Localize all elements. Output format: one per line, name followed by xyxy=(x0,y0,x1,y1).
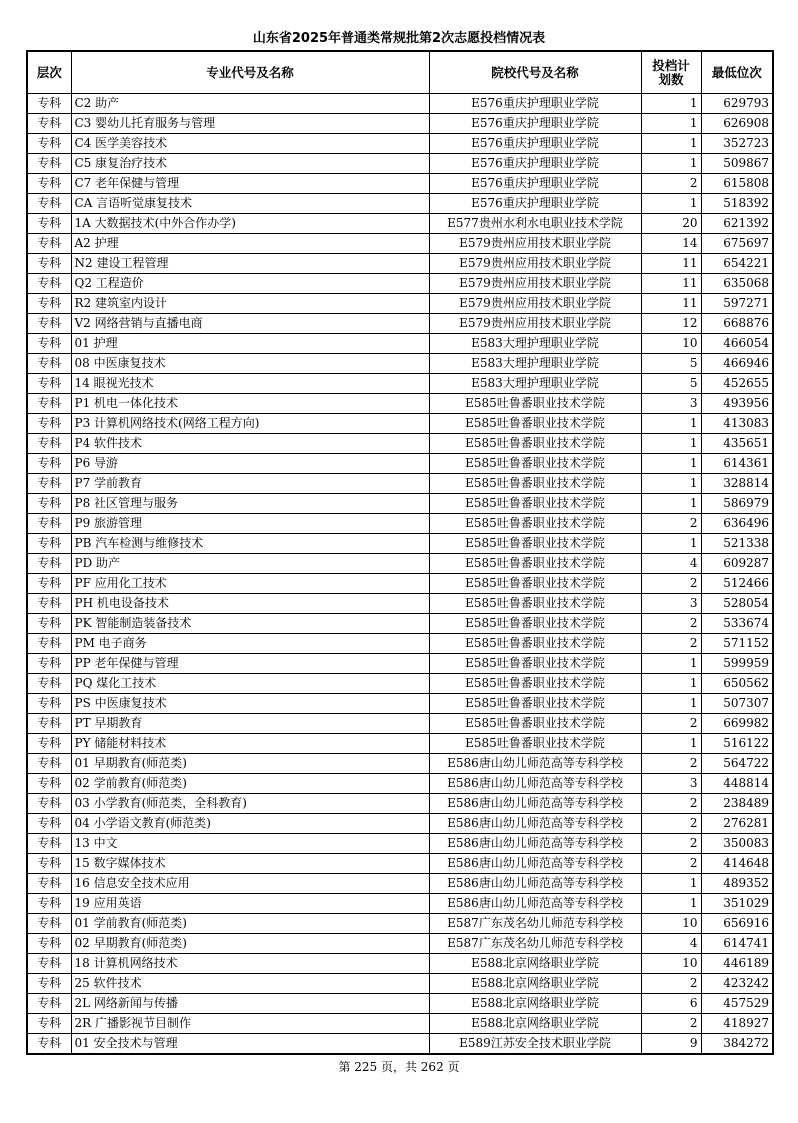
cell-school: E576重庆护理职业学院 xyxy=(429,94,641,114)
cell-major: P8 社区管理与服务 xyxy=(71,494,429,514)
table-row xyxy=(27,114,773,134)
cell-quota: 10 xyxy=(641,954,701,974)
cell-school: E585吐鲁番职业技术学院 xyxy=(429,434,641,454)
table-row xyxy=(27,234,773,254)
cell-rank: 276281 xyxy=(701,814,773,834)
cell-school: E586唐山幼儿师范高等专科学校 xyxy=(429,894,641,914)
cell-school: E585吐鲁番职业技术学院 xyxy=(429,694,641,714)
table-row xyxy=(27,334,773,354)
cell-major: 01 早期教育(师范类) xyxy=(71,754,429,774)
cell-rank: 352723 xyxy=(701,134,773,154)
cell-level: 专科 xyxy=(27,154,71,174)
cell-major: PM 电子商务 xyxy=(71,634,429,654)
table-row xyxy=(27,134,773,154)
table-body xyxy=(27,94,773,1055)
cell-school: E586唐山幼儿师范高等专科学校 xyxy=(429,754,641,774)
cell-major: C4 医学美容技术 xyxy=(71,134,429,154)
cell-quota: 5 xyxy=(641,354,701,374)
table-row xyxy=(27,1034,773,1055)
cell-quota: 3 xyxy=(641,594,701,614)
table-row xyxy=(27,614,773,634)
cell-quota: 1 xyxy=(641,154,701,174)
cell-school: E585吐鲁番职业技术学院 xyxy=(429,634,641,654)
cell-major: C7 老年保健与管理 xyxy=(71,174,429,194)
cell-school: E576重庆护理职业学院 xyxy=(429,134,641,154)
cell-quota: 11 xyxy=(641,294,701,314)
cell-quota: 4 xyxy=(641,554,701,574)
cell-level: 专科 xyxy=(27,354,71,374)
cell-level: 专科 xyxy=(27,654,71,674)
cell-level: 专科 xyxy=(27,374,71,394)
cell-level: 专科 xyxy=(27,414,71,434)
cell-major: PF 应用化工技术 xyxy=(71,574,429,594)
cell-rank: 571152 xyxy=(701,634,773,654)
cell-rank: 675697 xyxy=(701,234,773,254)
cell-school: E585吐鲁番职业技术学院 xyxy=(429,494,641,514)
cell-major: 1A 大数据技术(中外合作办学) xyxy=(71,214,429,234)
cell-major: 18 计算机网络技术 xyxy=(71,954,429,974)
cell-quota: 1 xyxy=(641,694,701,714)
cell-rank: 493956 xyxy=(701,394,773,414)
cell-quota: 3 xyxy=(641,394,701,414)
cell-major: PY 储能材料技术 xyxy=(71,734,429,754)
table-row xyxy=(27,774,773,794)
cell-level: 专科 xyxy=(27,94,71,114)
header-rank: 最低位次 xyxy=(701,51,773,94)
table-row xyxy=(27,274,773,294)
cell-school: E589江苏安全技术职业学院 xyxy=(429,1034,641,1055)
cell-school: E585吐鲁番职业技术学院 xyxy=(429,414,641,434)
cell-major: V2 网络营销与直播电商 xyxy=(71,314,429,334)
cell-rank: 418927 xyxy=(701,1014,773,1034)
cell-rank: 654221 xyxy=(701,254,773,274)
table-row xyxy=(27,674,773,694)
cell-level: 专科 xyxy=(27,614,71,634)
document-title: 山东省2025年普通类常规批第2次志愿投档情况表 xyxy=(252,31,546,46)
cell-school: E577贵州水利水电职业技术学院 xyxy=(429,214,641,234)
cell-quota: 1 xyxy=(641,114,701,134)
cell-level: 专科 xyxy=(27,174,71,194)
cell-quota: 2 xyxy=(641,814,701,834)
cell-quota: 2 xyxy=(641,754,701,774)
table-row xyxy=(27,354,773,374)
header-quota xyxy=(641,51,701,94)
table-row xyxy=(27,434,773,454)
cell-quota: 12 xyxy=(641,314,701,334)
table-row xyxy=(27,954,773,974)
cell-major: PT 早期教育 xyxy=(71,714,429,734)
cell-school: E586唐山幼儿师范高等专科学校 xyxy=(429,874,641,894)
cell-level: 专科 xyxy=(27,494,71,514)
header-major: 专业代号及名称 xyxy=(71,51,429,94)
cell-quota: 1 xyxy=(641,94,701,114)
header-level: 层次 xyxy=(27,51,71,94)
cell-major: 02 早期教育(师范类) xyxy=(71,934,429,954)
cell-rank: 528054 xyxy=(701,594,773,614)
table-row xyxy=(27,494,773,514)
cell-quota: 2 xyxy=(641,614,701,634)
cell-level: 专科 xyxy=(27,814,71,834)
cell-school: E585吐鲁番职业技术学院 xyxy=(429,734,641,754)
cell-major: 25 软件技术 xyxy=(71,974,429,994)
cell-quota: 1 xyxy=(641,414,701,434)
cell-major: 19 应用英语 xyxy=(71,894,429,914)
cell-quota: 20 xyxy=(641,214,701,234)
cell-rank: 446189 xyxy=(701,954,773,974)
cell-school: E583大理护理职业学院 xyxy=(429,354,641,374)
cell-level: 专科 xyxy=(27,514,71,534)
cell-quota: 2 xyxy=(641,714,701,734)
cell-major: P1 机电一体化技术 xyxy=(71,394,429,414)
cell-major: 08 中医康复技术 xyxy=(71,354,429,374)
cell-rank: 507307 xyxy=(701,694,773,714)
cell-level: 专科 xyxy=(27,894,71,914)
cell-quota: 2 xyxy=(641,1014,701,1034)
cell-level: 专科 xyxy=(27,634,71,654)
cell-rank: 621392 xyxy=(701,214,773,234)
cell-quota: 2 xyxy=(641,834,701,854)
cell-school: E585吐鲁番职业技术学院 xyxy=(429,554,641,574)
cell-quota: 1 xyxy=(641,654,701,674)
cell-school: E579贵州应用技术职业学院 xyxy=(429,234,641,254)
cell-quota: 1 xyxy=(641,434,701,454)
cell-level: 专科 xyxy=(27,794,71,814)
cell-level: 专科 xyxy=(27,434,71,454)
cell-level: 专科 xyxy=(27,234,71,254)
cell-major: PS 中医康复技术 xyxy=(71,694,429,714)
cell-level: 专科 xyxy=(27,574,71,594)
cell-major: PB 汽车检测与维修技术 xyxy=(71,534,429,554)
cell-level: 专科 xyxy=(27,734,71,754)
table-row xyxy=(27,914,773,934)
cell-rank: 629793 xyxy=(701,94,773,114)
cell-rank: 586979 xyxy=(701,494,773,514)
cell-level: 专科 xyxy=(27,474,71,494)
cell-school: E588北京网络职业学院 xyxy=(429,954,641,974)
cell-school: E588北京网络职业学院 xyxy=(429,994,641,1014)
table-row xyxy=(27,474,773,494)
cell-quota: 2 xyxy=(641,574,701,594)
cell-major: P4 软件技术 xyxy=(71,434,429,454)
cell-school: E587广东茂名幼儿师范专科学校 xyxy=(429,914,641,934)
cell-major: 01 护理 xyxy=(71,334,429,354)
cell-major: 14 眼视光技术 xyxy=(71,374,429,394)
cell-level: 专科 xyxy=(27,674,71,694)
table-row xyxy=(27,754,773,774)
table-row xyxy=(27,454,773,474)
cell-rank: 599959 xyxy=(701,654,773,674)
cell-major: 13 中文 xyxy=(71,834,429,854)
cell-level: 专科 xyxy=(27,294,71,314)
cell-quota: 10 xyxy=(641,914,701,934)
cell-rank: 669982 xyxy=(701,714,773,734)
cell-quota: 2 xyxy=(641,634,701,654)
cell-school: E588北京网络职业学院 xyxy=(429,974,641,994)
cell-school: E583大理护理职业学院 xyxy=(429,334,641,354)
cell-level: 专科 xyxy=(27,1034,71,1055)
cell-major: 15 数字媒体技术 xyxy=(71,854,429,874)
table-row xyxy=(27,654,773,674)
cell-major: PD 助产 xyxy=(71,554,429,574)
cell-quota: 2 xyxy=(641,974,701,994)
cell-quota: 1 xyxy=(641,474,701,494)
cell-level: 专科 xyxy=(27,1014,71,1034)
cell-quota: 1 xyxy=(641,454,701,474)
cell-major: 04 小学语文教育(师范类) xyxy=(71,814,429,834)
cell-school: E579贵州应用技术职业学院 xyxy=(429,314,641,334)
header-quota-text: 投档计划数 xyxy=(652,57,690,87)
cell-level: 专科 xyxy=(27,854,71,874)
cell-major: PP 老年保健与管理 xyxy=(71,654,429,674)
cell-quota: 14 xyxy=(641,234,701,254)
cell-major: 2R 广播影视节目制作 xyxy=(71,1014,429,1034)
cell-school: E576重庆护理职业学院 xyxy=(429,114,641,134)
cell-major: P9 旅游管理 xyxy=(71,514,429,534)
cell-major: PH 机电设备技术 xyxy=(71,594,429,614)
cell-rank: 635068 xyxy=(701,274,773,294)
table-row xyxy=(27,1014,773,1034)
cell-school: E585吐鲁番职业技术学院 xyxy=(429,714,641,734)
cell-quota: 1 xyxy=(641,134,701,154)
table-row xyxy=(27,814,773,834)
cell-major: R2 建筑室内设计 xyxy=(71,294,429,314)
table-row xyxy=(27,994,773,1014)
table-row xyxy=(27,974,773,994)
cell-major: C5 康复治疗技术 xyxy=(71,154,429,174)
cell-level: 专科 xyxy=(27,534,71,554)
cell-quota: 1 xyxy=(641,534,701,554)
cell-major: 02 学前教育(师范类) xyxy=(71,774,429,794)
cell-level: 专科 xyxy=(27,194,71,214)
cell-major: P6 导游 xyxy=(71,454,429,474)
cell-rank: 533674 xyxy=(701,614,773,634)
cell-major: CA 言语听觉康复技术 xyxy=(71,194,429,214)
cell-school: E585吐鲁番职业技术学院 xyxy=(429,574,641,594)
table-row xyxy=(27,374,773,394)
cell-school: E579贵州应用技术职业学院 xyxy=(429,254,641,274)
cell-rank: 597271 xyxy=(701,294,773,314)
cell-school: E587广东茂名幼儿师范专科学校 xyxy=(429,934,641,954)
header-school: 院校代号及名称 xyxy=(429,51,641,94)
cell-rank: 351029 xyxy=(701,894,773,914)
cell-level: 专科 xyxy=(27,714,71,734)
cell-school: E586唐山幼儿师范高等专科学校 xyxy=(429,774,641,794)
cell-level: 专科 xyxy=(27,254,71,274)
cell-rank: 509867 xyxy=(701,154,773,174)
cell-school: E576重庆护理职业学院 xyxy=(429,154,641,174)
table-row xyxy=(27,214,773,234)
cell-quota: 3 xyxy=(641,774,701,794)
table-row xyxy=(27,194,773,214)
cell-major: A2 护理 xyxy=(71,234,429,254)
cell-level: 专科 xyxy=(27,214,71,234)
cell-major: 2L 网络新闻与传播 xyxy=(71,994,429,1014)
cell-quota: 10 xyxy=(641,334,701,354)
cell-level: 专科 xyxy=(27,134,71,154)
cell-rank: 328814 xyxy=(701,474,773,494)
cell-major: 01 学前教育(师范类) xyxy=(71,914,429,934)
cell-rank: 448814 xyxy=(701,774,773,794)
table-row xyxy=(27,934,773,954)
cell-major: 03 小学教育(师范类，全科教育) xyxy=(71,794,429,814)
cell-major: Q2 工程造价 xyxy=(71,274,429,294)
table-row xyxy=(27,254,773,274)
cell-quota: 1 xyxy=(641,894,701,914)
admission-table xyxy=(26,50,774,1055)
cell-level: 专科 xyxy=(27,554,71,574)
table-row xyxy=(27,154,773,174)
cell-quota: 1 xyxy=(641,494,701,514)
cell-quota: 1 xyxy=(641,194,701,214)
cell-school: E576重庆护理职业学院 xyxy=(429,194,641,214)
cell-rank: 614741 xyxy=(701,934,773,954)
cell-level: 专科 xyxy=(27,914,71,934)
table-row xyxy=(27,534,773,554)
cell-rank: 384272 xyxy=(701,1034,773,1055)
table-row xyxy=(27,714,773,734)
cell-quota: 5 xyxy=(641,374,701,394)
cell-rank: 457529 xyxy=(701,994,773,1014)
cell-rank: 238489 xyxy=(701,794,773,814)
cell-major: C3 婴幼儿托育服务与管理 xyxy=(71,114,429,134)
table-row xyxy=(27,874,773,894)
table-row xyxy=(27,294,773,314)
cell-school: E586唐山幼儿师范高等专科学校 xyxy=(429,814,641,834)
cell-quota: 4 xyxy=(641,934,701,954)
table-row xyxy=(27,734,773,754)
table-row xyxy=(27,394,773,414)
cell-rank: 614361 xyxy=(701,454,773,474)
cell-major: PK 智能制造装备技术 xyxy=(71,614,429,634)
cell-rank: 350083 xyxy=(701,834,773,854)
cell-school: E585吐鲁番职业技术学院 xyxy=(429,474,641,494)
cell-rank: 615808 xyxy=(701,174,773,194)
cell-quota: 9 xyxy=(641,1034,701,1055)
cell-level: 专科 xyxy=(27,874,71,894)
cell-level: 专科 xyxy=(27,334,71,354)
cell-school: E585吐鲁番职业技术学院 xyxy=(429,654,641,674)
cell-school: E586唐山幼儿师范高等专科学校 xyxy=(429,854,641,874)
cell-rank: 516122 xyxy=(701,734,773,754)
cell-quota: 2 xyxy=(641,514,701,534)
cell-major: C2 助产 xyxy=(71,94,429,114)
cell-level: 专科 xyxy=(27,954,71,974)
cell-level: 专科 xyxy=(27,394,71,414)
cell-level: 专科 xyxy=(27,314,71,334)
cell-rank: 413083 xyxy=(701,414,773,434)
cell-school: E585吐鲁番职业技术学院 xyxy=(429,394,641,414)
cell-quota: 1 xyxy=(641,674,701,694)
cell-quota: 11 xyxy=(641,254,701,274)
cell-school: E579贵州应用技术职业学院 xyxy=(429,274,641,294)
table-row xyxy=(27,414,773,434)
cell-level: 专科 xyxy=(27,754,71,774)
cell-rank: 518392 xyxy=(701,194,773,214)
cell-rank: 609287 xyxy=(701,554,773,574)
cell-school: E585吐鲁番职业技术学院 xyxy=(429,594,641,614)
table-header-row xyxy=(27,51,773,94)
cell-major: P7 学前教育 xyxy=(71,474,429,494)
cell-rank: 489352 xyxy=(701,874,773,894)
cell-school: E585吐鲁番职业技术学院 xyxy=(429,534,641,554)
cell-rank: 656916 xyxy=(701,914,773,934)
table-row xyxy=(27,694,773,714)
cell-school: E583大理护理职业学院 xyxy=(429,374,641,394)
cell-school: E588北京网络职业学院 xyxy=(429,1014,641,1034)
table-row xyxy=(27,554,773,574)
cell-level: 专科 xyxy=(27,594,71,614)
cell-rank: 423242 xyxy=(701,974,773,994)
cell-level: 专科 xyxy=(27,274,71,294)
table-row xyxy=(27,854,773,874)
cell-level: 专科 xyxy=(27,934,71,954)
cell-rank: 564722 xyxy=(701,754,773,774)
cell-level: 专科 xyxy=(27,454,71,474)
cell-school: E585吐鲁番职业技术学院 xyxy=(429,614,641,634)
cell-quota: 1 xyxy=(641,734,701,754)
table-row xyxy=(27,894,773,914)
cell-rank: 668876 xyxy=(701,314,773,334)
cell-rank: 626908 xyxy=(701,114,773,134)
cell-rank: 452655 xyxy=(701,374,773,394)
table-row xyxy=(27,834,773,854)
cell-quota: 2 xyxy=(641,794,701,814)
table-row xyxy=(27,174,773,194)
page-footer: 第 225 页，共 262 页 xyxy=(338,1060,460,1074)
cell-school: E585吐鲁番职业技术学院 xyxy=(429,514,641,534)
cell-major: 16 信息安全技术应用 xyxy=(71,874,429,894)
cell-school: E586唐山幼儿师范高等专科学校 xyxy=(429,834,641,854)
cell-level: 专科 xyxy=(27,694,71,714)
cell-major: N2 建设工程管理 xyxy=(71,254,429,274)
cell-level: 专科 xyxy=(27,114,71,134)
cell-school: E576重庆护理职业学院 xyxy=(429,174,641,194)
cell-rank: 435651 xyxy=(701,434,773,454)
cell-major: P3 计算机网络技术(网络工程方向) xyxy=(71,414,429,434)
cell-school: E585吐鲁番职业技术学院 xyxy=(429,674,641,694)
cell-rank: 512466 xyxy=(701,574,773,594)
cell-quota: 2 xyxy=(641,174,701,194)
cell-level: 专科 xyxy=(27,994,71,1014)
cell-major: PQ 煤化工技术 xyxy=(71,674,429,694)
cell-rank: 466946 xyxy=(701,354,773,374)
table-row xyxy=(27,794,773,814)
cell-rank: 636496 xyxy=(701,514,773,534)
table-row xyxy=(27,634,773,654)
cell-school: E579贵州应用技术职业学院 xyxy=(429,294,641,314)
cell-quota: 1 xyxy=(641,874,701,894)
table-row xyxy=(27,594,773,614)
cell-quota: 6 xyxy=(641,994,701,1014)
cell-school: E586唐山幼儿师范高等专科学校 xyxy=(429,794,641,814)
cell-quota: 2 xyxy=(641,854,701,874)
cell-quota: 11 xyxy=(641,274,701,294)
cell-school: E585吐鲁番职业技术学院 xyxy=(429,454,641,474)
cell-rank: 650562 xyxy=(701,674,773,694)
table-row xyxy=(27,514,773,534)
cell-level: 专科 xyxy=(27,774,71,794)
table-row xyxy=(27,314,773,334)
cell-level: 专科 xyxy=(27,974,71,994)
cell-level: 专科 xyxy=(27,834,71,854)
cell-major: 01 安全技术与管理 xyxy=(71,1034,429,1055)
cell-rank: 521338 xyxy=(701,534,773,554)
cell-rank: 466054 xyxy=(701,334,773,354)
table-row xyxy=(27,574,773,594)
cell-rank: 414648 xyxy=(701,854,773,874)
table-row xyxy=(27,94,773,114)
